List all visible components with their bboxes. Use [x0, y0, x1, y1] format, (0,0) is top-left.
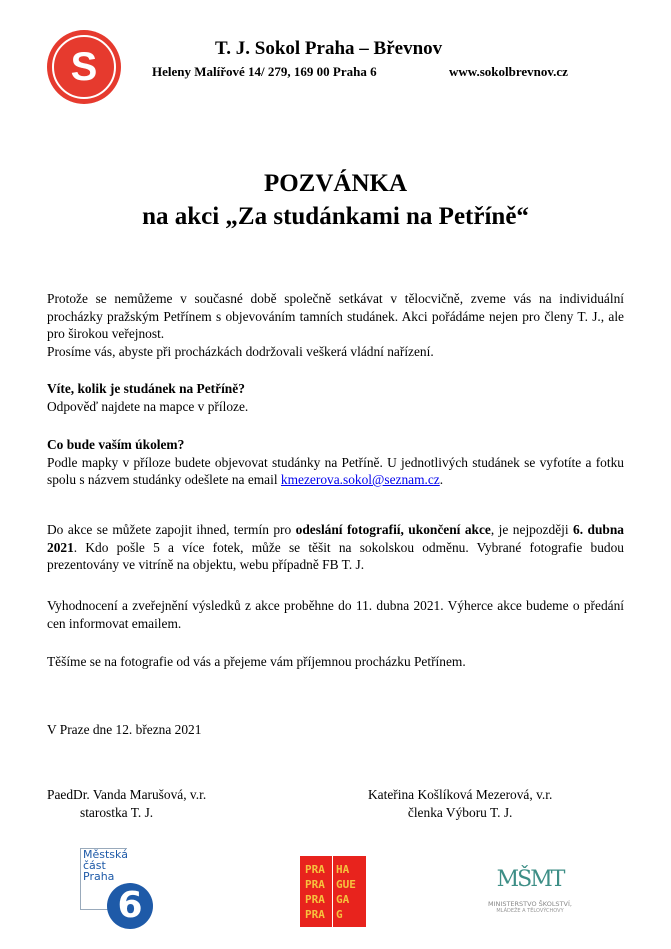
logo-text: GUE: [336, 878, 356, 891]
logo-text: MINISTERSTVO ŠKOLSTVÍ,: [488, 900, 572, 908]
logo-text: PRA: [305, 893, 325, 906]
praha6-logo: [80, 848, 150, 928]
text: Do akce se můžete zapojit ihned, termín pro: [47, 522, 296, 537]
praha-logo: [300, 856, 366, 927]
text-bold: odeslání fotografií, ukončení akce: [295, 522, 491, 537]
intro-paragraph: [47, 290, 624, 360]
text: , je nejpozději: [490, 522, 574, 537]
logo-text: HA: [336, 863, 350, 876]
signature-2: [368, 786, 552, 822]
logo-text: G: [336, 908, 343, 921]
org-name: T. J. Sokol Praha – Břevnov: [215, 38, 443, 59]
sokol-logo: S: [47, 30, 121, 104]
signature-1: [47, 786, 206, 822]
intro-line2: Prosíme vás, abyste při procházkách dodržovali veškerá vládní nařízení.: [47, 343, 434, 359]
date: V Praze dne 12. března 2021: [47, 722, 202, 737]
question2: [47, 436, 624, 489]
results-paragraph: Vyhodnocení a zveřejnění výsledků z akce proběhne do 11. dubna 2021. Výherce akce budeme o předání cen informovat emailem.: [47, 598, 624, 631]
intro-text: Protože se nemůžeme v současné době společně setkávat v tělocvičně, zveme vás na individuální procházky pražským Petřínem s objevováním tamních studánek. Akci pořádáme nejen pro členy T. J., ale pro širokou veřejnost.: [47, 291, 624, 341]
signature-role: členka Výboru T. J.: [407, 805, 513, 820]
org-address: Heleny Malířové 14/ 279, 169 00 Praha 6: [152, 64, 377, 79]
period: .: [439, 472, 444, 487]
question1: [47, 380, 624, 415]
email-link[interactable]: kmezerova.sokol@seznam.cz: [280, 472, 440, 487]
logo-text: PRA: [305, 863, 325, 876]
question2-heading: Co bude vaším úkolem?: [47, 437, 185, 452]
org-web: www.sokolbrevnov.cz: [449, 64, 568, 79]
question1-text: Odpověď najdete na mapce v příloze.: [47, 398, 249, 414]
deadline-date: 6. dubna 2021: [47, 522, 625, 555]
signature-role: starostka T. J.: [80, 805, 154, 820]
text: . Kdo pošle 5 a více fotek, může se těšit na sokolskou odměnu. Vybrané fotografie budou prezentovány ve vitríně na objektu, webu případně FB T. J.: [47, 539, 624, 572]
title-line2: na akci „Za studánkami na Petříně“: [142, 203, 529, 230]
logo-text: PRA: [305, 878, 325, 891]
logo-text: část: [83, 859, 106, 872]
title-line1: POZVÁNKA: [263, 170, 408, 197]
msmt-logo: [470, 868, 590, 914]
logo-text: PRA: [305, 908, 325, 921]
logo-text: MLÁDEŽE A TĚLOVÝCHOVY: [496, 908, 564, 914]
logo-text: Městská: [83, 848, 128, 861]
question1-heading: Víte, kolik je studánek na Petříně?: [47, 381, 245, 396]
logo-text: Praha: [83, 870, 115, 883]
msmt-mark: MŠMT: [496, 867, 564, 892]
closing-paragraph: Těšíme se na fotografie od vás a přejeme vám příjemnou procházku Petřínem.: [47, 654, 466, 669]
deadline-paragraph: [47, 521, 624, 574]
logo-text: GA: [336, 893, 350, 906]
logo-number: 6: [107, 883, 153, 929]
signature-name: Kateřina Košlíková Mezerová, v.r.: [368, 787, 553, 802]
signature-name: PaedDr. Vanda Marušová, v.r.: [47, 787, 207, 802]
question2-text: Podle mapky v příloze budete objevovat studánky na Petříně. U jednotlivých studánek se vyfotíte a fotku spolu s názvem studánky odešlete na email: [47, 454, 624, 487]
